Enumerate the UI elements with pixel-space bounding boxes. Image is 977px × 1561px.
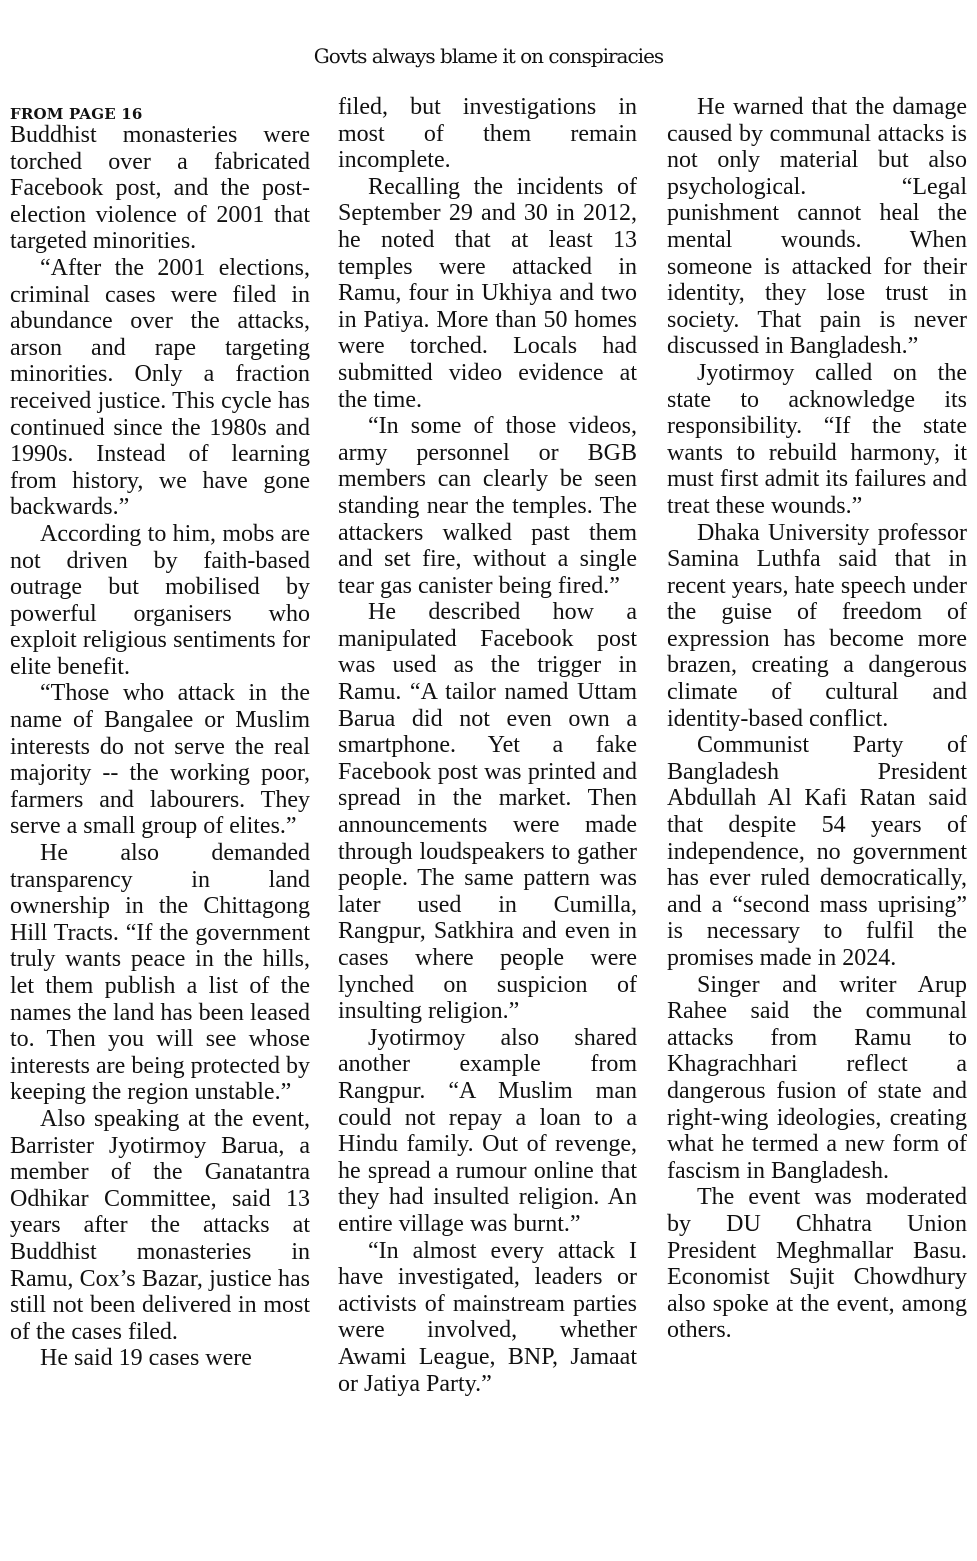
article-headline: Govts always blame it on conspiracies bbox=[313, 44, 664, 68]
article-paragraph: “In almost every attack I have investigated, leaders or activists of mainstream parties were involved, whether Awami League, BNP, Jamaat or Jatiya Party.” bbox=[338, 1237, 637, 1397]
article-paragraph: Recalling the incidents of September 29 and 30 in 2012, he noted that at least 13 temples were attacked in Ramu, four in Ukhiya and two in Patiya. More than 50 homes were torched. Locals had submitted video evidence at the time. bbox=[338, 173, 637, 413]
continued-from-label: FROM PAGE 16 bbox=[10, 105, 143, 123]
article-paragraph: According to him, mobs are not driven by faith-based outrage but mobilised by powerful organisers who exploit religious sentiments for elite benefit. bbox=[10, 520, 310, 680]
article-paragraph: Singer and writer Arup Rahee said the communal attacks from Ramu to Khagrachhari reflect a dangerous fusion of state and right-wing ideologies, creating what he termed a new form of fascism in Bangladesh. bbox=[667, 971, 967, 1184]
article-paragraph: Also speaking at the event, Barrister Jyotirmoy Barua, a member of the Ganatantra Odhikar Committee, said 13 years after the attacks at Buddhist monasteries in Ramu, Cox’s Bazar, justice has still not been delivered in most of the cases filed. bbox=[10, 1105, 310, 1345]
article-paragraph: He warned that the damage caused by communal attacks is not only material but also psychological. “Legal punishment cannot heal the mental wounds. When someone is attacked for their identity, they lose trust in society. That pain is never discussed in Bangladesh.” bbox=[667, 96, 967, 360]
article-paragraph: The event was moderated by DU Chhatra Union President Meghmallar Basu. Economist Sujit Chowdhury also spoke at the event, among others. bbox=[667, 1184, 967, 1344]
article-paragraph: “In some of those videos, army personnel or BGB members can clearly be seen standing near the temples. The attackers walked past them and set fire, without a single tear gas canister being fired.” bbox=[338, 413, 637, 599]
article-paragraph: Jyotirmoy also shared another example from Rangpur. “A Muslim man could not repay a loan to a Hindu family. Out of revenge, he spread a rumour online that they had insulted religion. An entire village was burnt.” bbox=[338, 1024, 637, 1237]
article-paragraph: Jyotirmoy called on the state to acknowledge its responsibility. “If the state wants to rebuild harmony, it must first admit its failures and treat these wounds.” bbox=[667, 359, 967, 519]
article-column-1 bbox=[10, 96, 310, 1561]
article-paragraph: Buddhist monasteries were torched over a fabricated Facebook post, and the post-election violence of 2001 that targeted minorities. bbox=[10, 122, 310, 255]
article-paragraph: Communist Party of Bangladesh President Abdullah Al Kafi Ratan said that despite 54 years of independence, no government has ever ruled democratically, and a “second mass uprising” is necessary to fulfil the promises made in 2024. bbox=[667, 732, 967, 971]
article-paragraph: “After the 2001 elections, criminal cases were filed in abundance over the attacks, arson and rape targeting minorities. Only a fraction received justice. This cycle has continued since the 1980s and 1990s. Instead of learning from history, we have gone backwards.” bbox=[10, 254, 310, 521]
article-paragraph: Dhaka University professor Samina Luthfa said that in recent years, hate speech under the guise of freedom of expression has become more brazen, creating a dangerous climate of cultural and identity-based conflict. bbox=[667, 519, 967, 732]
article-column-3 bbox=[667, 96, 967, 1561]
article-paragraph: He described how a manipulated Facebook post was used as the trigger in Ramu. “A tailor named Uttam Barua did not even own a smartphone. Yet a fake Facebook post was printed and spread in the market. Then announcements were made through loudspeakers to gather people. The same pattern was later used in Cumilla, Rangpur, Satkhira and even in cases where people were lynched on suspicion of insulting religion.” bbox=[338, 599, 637, 1025]
article-paragraph: He said 19 cases were bbox=[40, 1345, 252, 1372]
article-paragraph: filed, but investigations in most of them remain incomplete. bbox=[338, 96, 637, 174]
article-paragraph: He also demanded transparency in land ownership in the Chittagong Hill Tracts. “If the government truly wants peace in the hills, let them publish a list of the names the land has been leased to. Then you will see whose interests are being protected by keeping the region unstable.” bbox=[10, 840, 310, 1106]
article-paragraph: “Those who attack in the name of Bangalee or Muslim interests do not serve the real majority -- the working poor, farmers and labourers. They serve a small group of elites.” bbox=[10, 680, 310, 840]
article-column-2 bbox=[338, 96, 637, 1561]
